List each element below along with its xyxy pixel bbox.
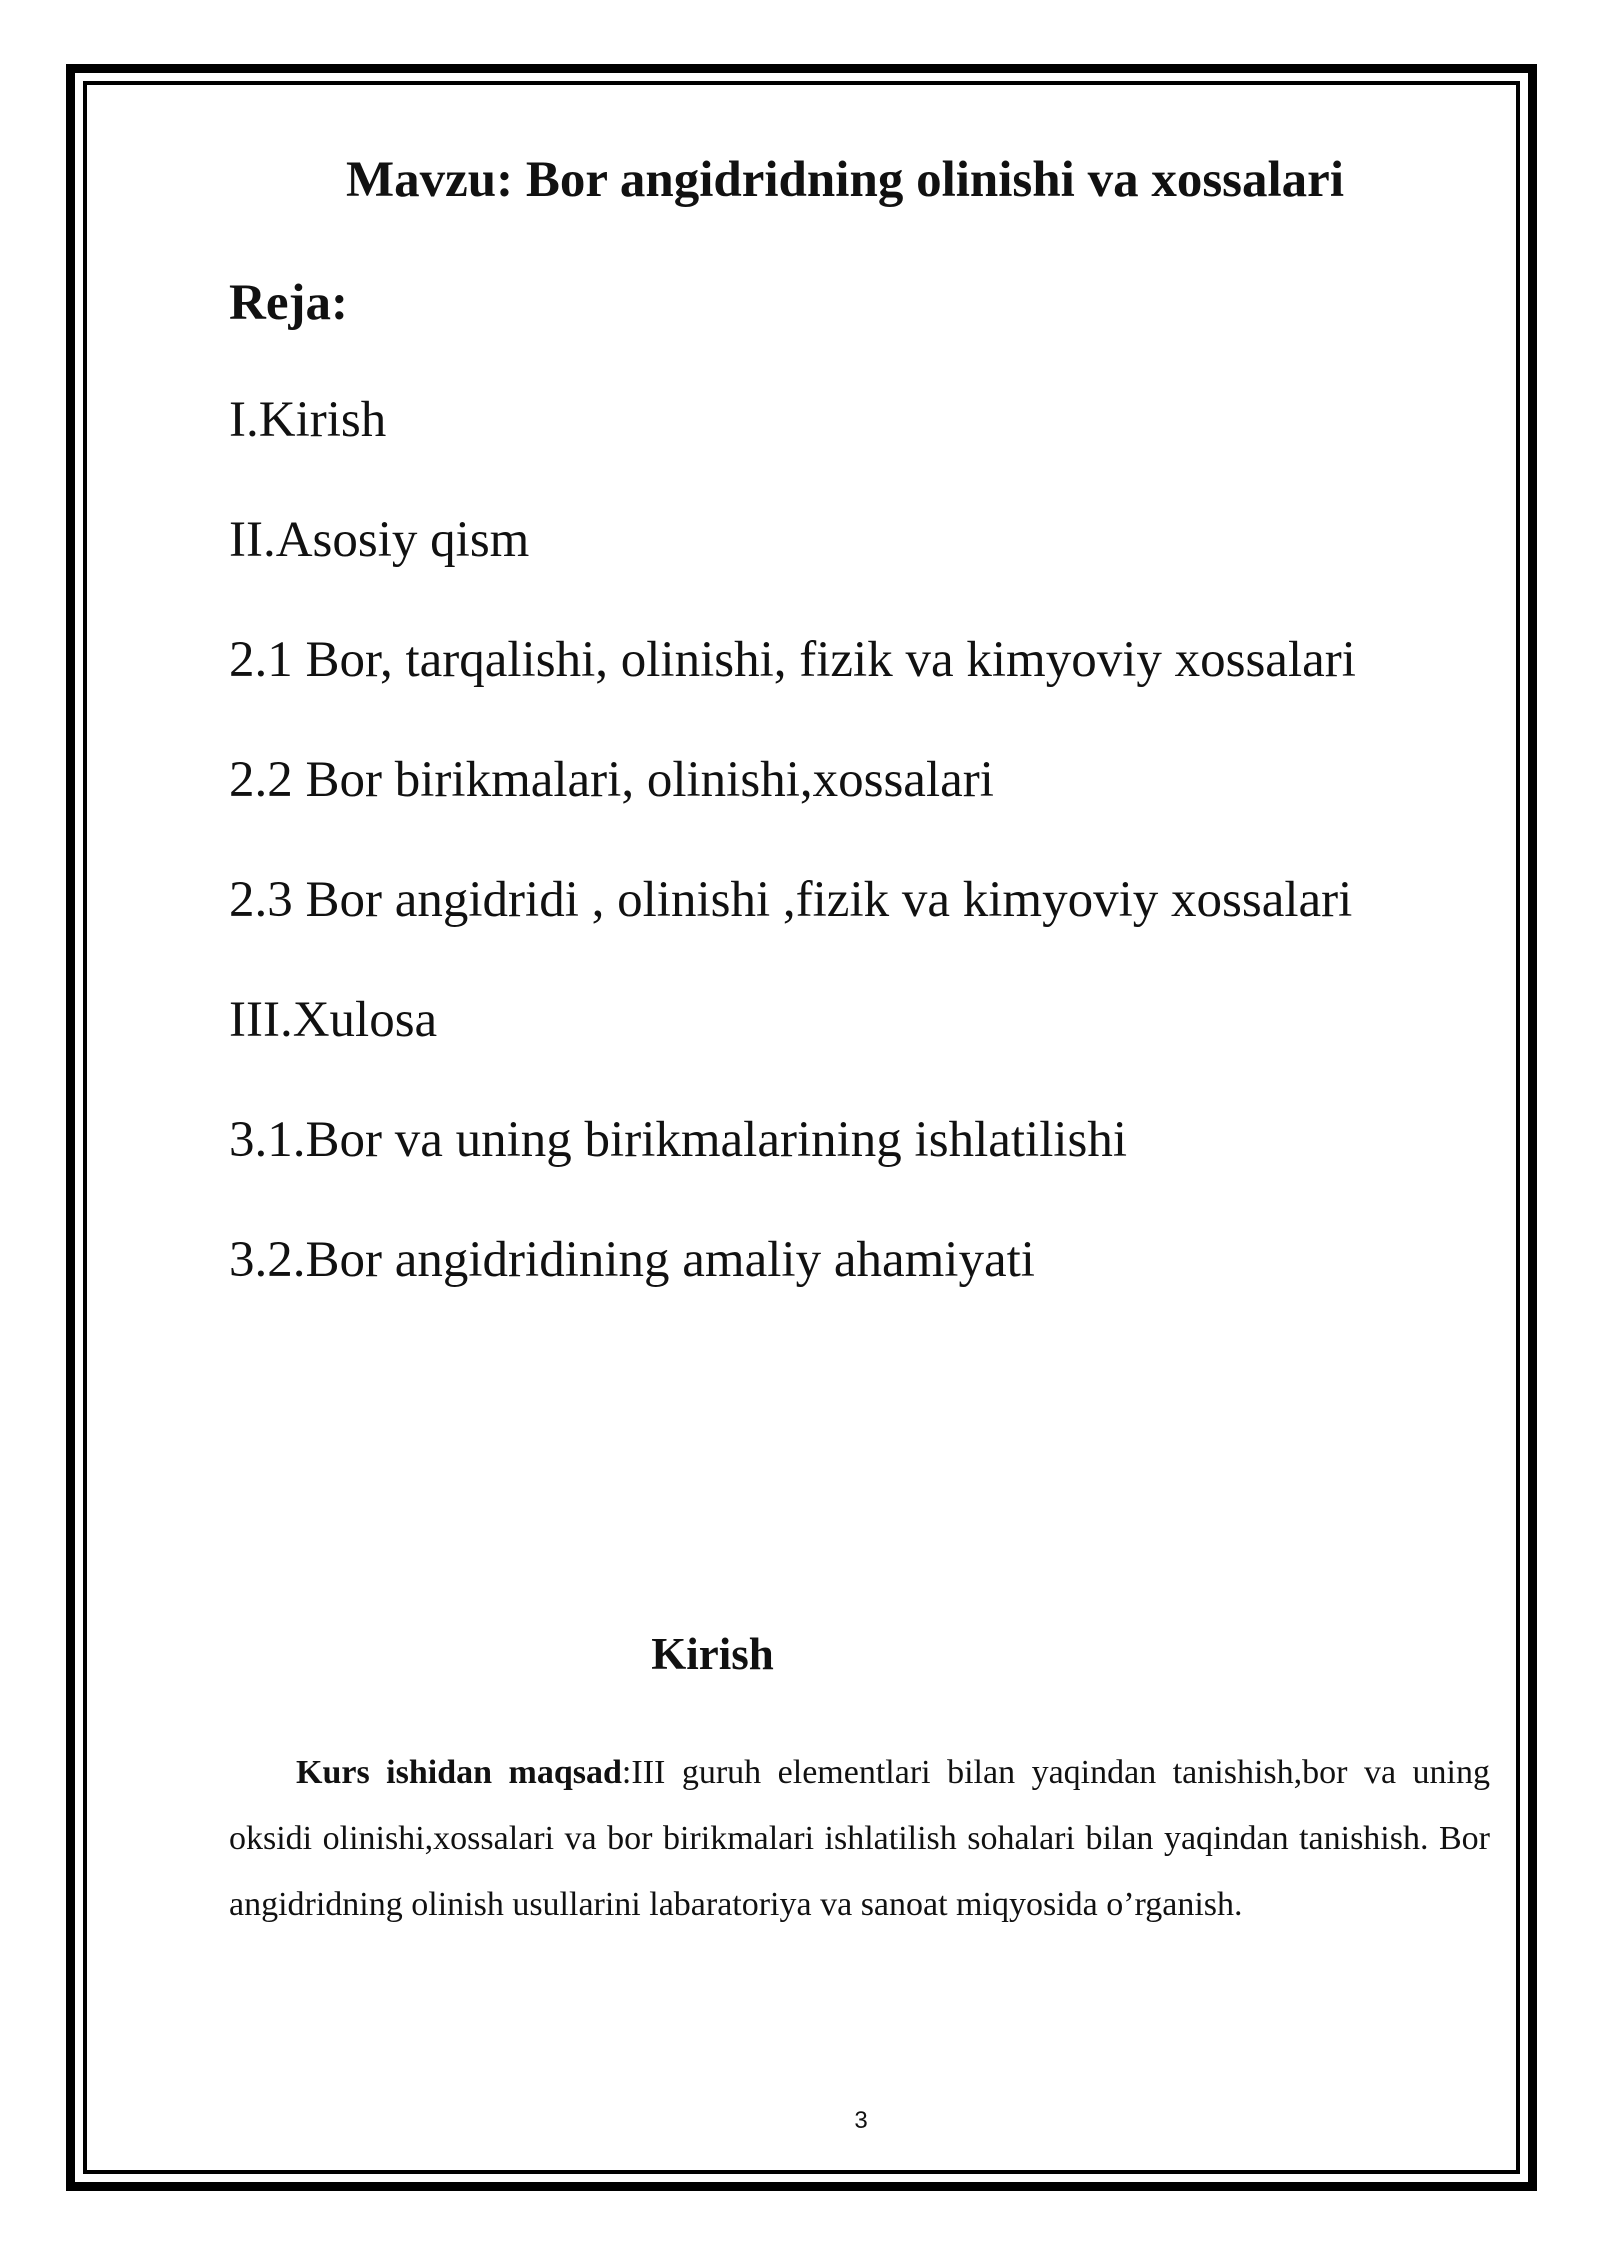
plan-item-xulosa: III.Xulosa xyxy=(229,992,438,1048)
intro-paragraph xyxy=(229,1740,1490,1938)
plan-item-2-3: 2.3 Bor angidridi , olinishi ,fizik va kimyoviy xossalari xyxy=(229,872,1353,928)
plan-item-kirish: I.Kirish xyxy=(229,392,387,448)
intro-heading: Kirish xyxy=(651,1629,774,1679)
document-title: Mavzu: Bor angidridning olinishi va xossalari xyxy=(346,152,1344,208)
plan-list xyxy=(229,390,1356,1350)
plan-heading: Reja: xyxy=(229,275,348,331)
plan-item-2-2: 2.2 Bor birikmalari, olinishi,xossalari xyxy=(229,752,994,808)
plan-item-3-2: 3.2.Bor angidridining amaliy ahamiyati xyxy=(229,1232,1035,1288)
plan-item-asosiy-qism: II.Asosiy qism xyxy=(229,512,530,568)
intro-lead: Kurs ishidan maqsad xyxy=(296,1754,622,1791)
page-number: 3 xyxy=(854,2107,868,2134)
plan-item-3-1: 3.1.Bor va uning birikmalarining ishlatilishi xyxy=(229,1112,1128,1168)
intro-text: :III guruh elementlari bilan yaqindan tanishish,bor va uning oksidi olinishi,xossalari va bor birikmalari ishlatilish sohalari bilan yaqindan tanishish. Bor angidridning olinish usullarini labaratoriya va sanoat miqyosida o’rganish. xyxy=(229,1754,1490,1923)
plan-item-2-1: 2.1 Bor, tarqalishi, olinishi, fizik va kimyoviy xossalari xyxy=(229,632,1356,688)
